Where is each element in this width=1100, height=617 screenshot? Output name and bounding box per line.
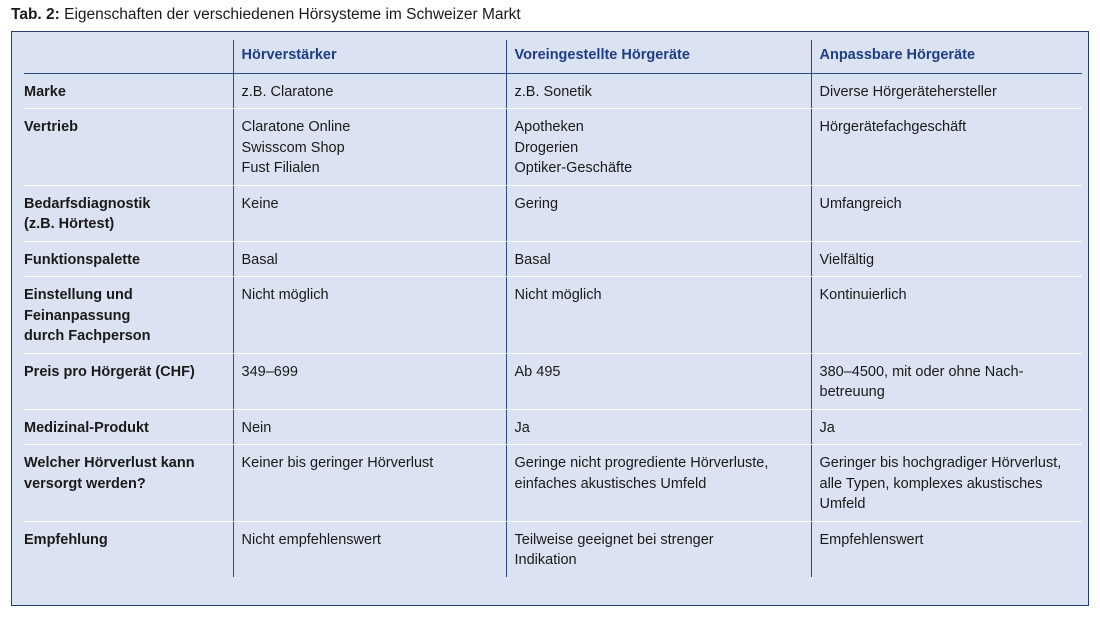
row-label: [24, 241, 233, 277]
cell-line: alle Typen, komplexes akustisches: [819, 475, 1043, 492]
comparison-table: [24, 40, 1082, 577]
table-cell: [506, 73, 811, 109]
cell-line: Basal: [241, 251, 278, 268]
cell-line: Claratone Online: [241, 119, 351, 135]
row-label-line: Empfehlung: [24, 531, 108, 548]
row-label-line: (z.B. Hörtest): [24, 216, 115, 232]
table-cell: [811, 409, 1082, 445]
table-row-vertrieb: [24, 109, 1082, 186]
table-cell: [506, 109, 811, 186]
row-label: [24, 409, 233, 445]
table-cell: [506, 445, 811, 522]
cell-line: Fust Filialen: [241, 160, 320, 176]
row-label-line: Medizinal-Produkt: [24, 419, 149, 436]
caption-text: Eigenschaften der verschiedenen Hörsysteme im Schweizer Markt: [59, 6, 521, 23]
header-cell-anpassbare: Anpassbare Hörgeräte: [811, 40, 1082, 73]
cell-line: Geringe nicht progrediente Hörverluste,: [514, 455, 769, 471]
cell-line: 349–699: [241, 363, 298, 380]
table-cell: [506, 409, 811, 445]
table-cell: [233, 109, 506, 186]
row-label: [24, 109, 233, 186]
cell-line: z.B. Sonetik: [514, 83, 592, 100]
cell-line: Gering: [514, 195, 559, 212]
table-row-einstellung: [24, 277, 1082, 354]
row-label: [24, 521, 233, 577]
table-cell: [811, 73, 1082, 109]
cell-line: Keine: [241, 195, 279, 212]
row-label: [24, 445, 233, 522]
cell-line: Indikation: [514, 552, 577, 568]
cell-line: Nicht möglich: [241, 287, 329, 303]
table-cell: [233, 241, 506, 277]
row-label-line: Welcher Hörverlust kann: [24, 455, 195, 471]
table-row-hoerverlust: [24, 445, 1082, 522]
cell-line: Umfeld: [819, 496, 866, 512]
row-label-line: Vertrieb: [24, 119, 78, 135]
table-cell: [811, 109, 1082, 186]
row-label-line: Bedarfsdiagnostik: [24, 195, 151, 212]
row-label: [24, 353, 233, 409]
row-label: [24, 73, 233, 109]
cell-line: 380–4500, mit oder ohne Nach-: [819, 363, 1024, 380]
cell-line: Swisscom Shop: [241, 139, 345, 156]
cell-line: Vielfältig: [819, 251, 875, 268]
table-cell: [233, 521, 506, 577]
table-cell: [506, 185, 811, 241]
table-cell: [811, 241, 1082, 277]
table-row-marke: [24, 73, 1082, 109]
row-label-line: Marke: [24, 83, 66, 100]
cell-line: Apotheken: [514, 119, 584, 135]
table-cell: [506, 241, 811, 277]
table-panel: [11, 31, 1089, 606]
row-label: [24, 277, 233, 354]
row-label-line: Funktionspalette: [24, 251, 141, 268]
row-label: [24, 185, 233, 241]
row-label-line: Einstellung und: [24, 287, 133, 303]
table-cell: [811, 277, 1082, 354]
cell-line: Ab 495: [514, 363, 561, 380]
cell-line: Kontinuierlich: [819, 287, 907, 303]
table-cell: [233, 73, 506, 109]
caption-label: Tab. 2:: [11, 6, 60, 23]
table-cell: [233, 409, 506, 445]
header-row: [24, 40, 1082, 73]
cell-line: Diverse Hörgerätehersteller: [819, 83, 997, 100]
cell-line: Nicht möglich: [514, 287, 602, 303]
row-label-line: versorgt werden?: [24, 475, 146, 492]
cell-line: Keiner bis geringer Hörverlust: [241, 455, 434, 471]
row-label-line: Feinanpassung: [24, 307, 131, 324]
table-row-preis: [24, 353, 1082, 409]
row-label-line: Preis pro Hörgerät (CHF): [24, 363, 195, 380]
table-cell: [233, 353, 506, 409]
table-cell: [506, 353, 811, 409]
table-cell: [811, 353, 1082, 409]
row-label-line: durch Fachperson: [24, 328, 151, 344]
table-cell: [506, 521, 811, 577]
table-cell: [811, 185, 1082, 241]
table-cell: [233, 445, 506, 522]
header-cell-voreingestellte: Voreingestellte Hörgeräte: [506, 40, 811, 73]
table-row-funktionspalette: [24, 241, 1082, 277]
cell-line: betreuung: [819, 384, 885, 400]
table-cell: [233, 277, 506, 354]
cell-line: z.B. Claratone: [241, 83, 334, 100]
cell-line: Ja: [819, 419, 835, 436]
table-row-empfehlung: [24, 521, 1082, 577]
cell-line: Hörgerätefachgeschäft: [819, 119, 967, 135]
table-cell: [506, 277, 811, 354]
cell-line: Geringer bis hochgradiger Hörverlust,: [819, 455, 1062, 471]
cell-line: Nein: [241, 419, 272, 436]
cell-line: Basal: [514, 251, 551, 268]
header-cell-empty: [24, 40, 233, 73]
cell-line: Ja: [514, 419, 530, 436]
table-cell: [811, 445, 1082, 522]
cell-line: Teilweise geeignet bei strenger: [514, 531, 714, 548]
cell-line: einfaches akustisches Umfeld: [514, 475, 707, 492]
cell-line: Drogerien: [514, 139, 579, 156]
cell-line: Optiker-Geschäfte: [514, 160, 633, 176]
table-caption: [11, 5, 521, 25]
table-cell: [233, 185, 506, 241]
table-cell: [811, 521, 1082, 577]
table-row-medizinal-produkt: [24, 409, 1082, 445]
header-cell-hoerverstaerker: Hörverstärker: [233, 40, 506, 73]
cell-line: Umfangreich: [819, 195, 902, 212]
table-row-bedarfsdiagnostik: [24, 185, 1082, 241]
cell-line: Nicht empfehlenswert: [241, 531, 381, 548]
cell-line: Empfehlenswert: [819, 531, 924, 548]
